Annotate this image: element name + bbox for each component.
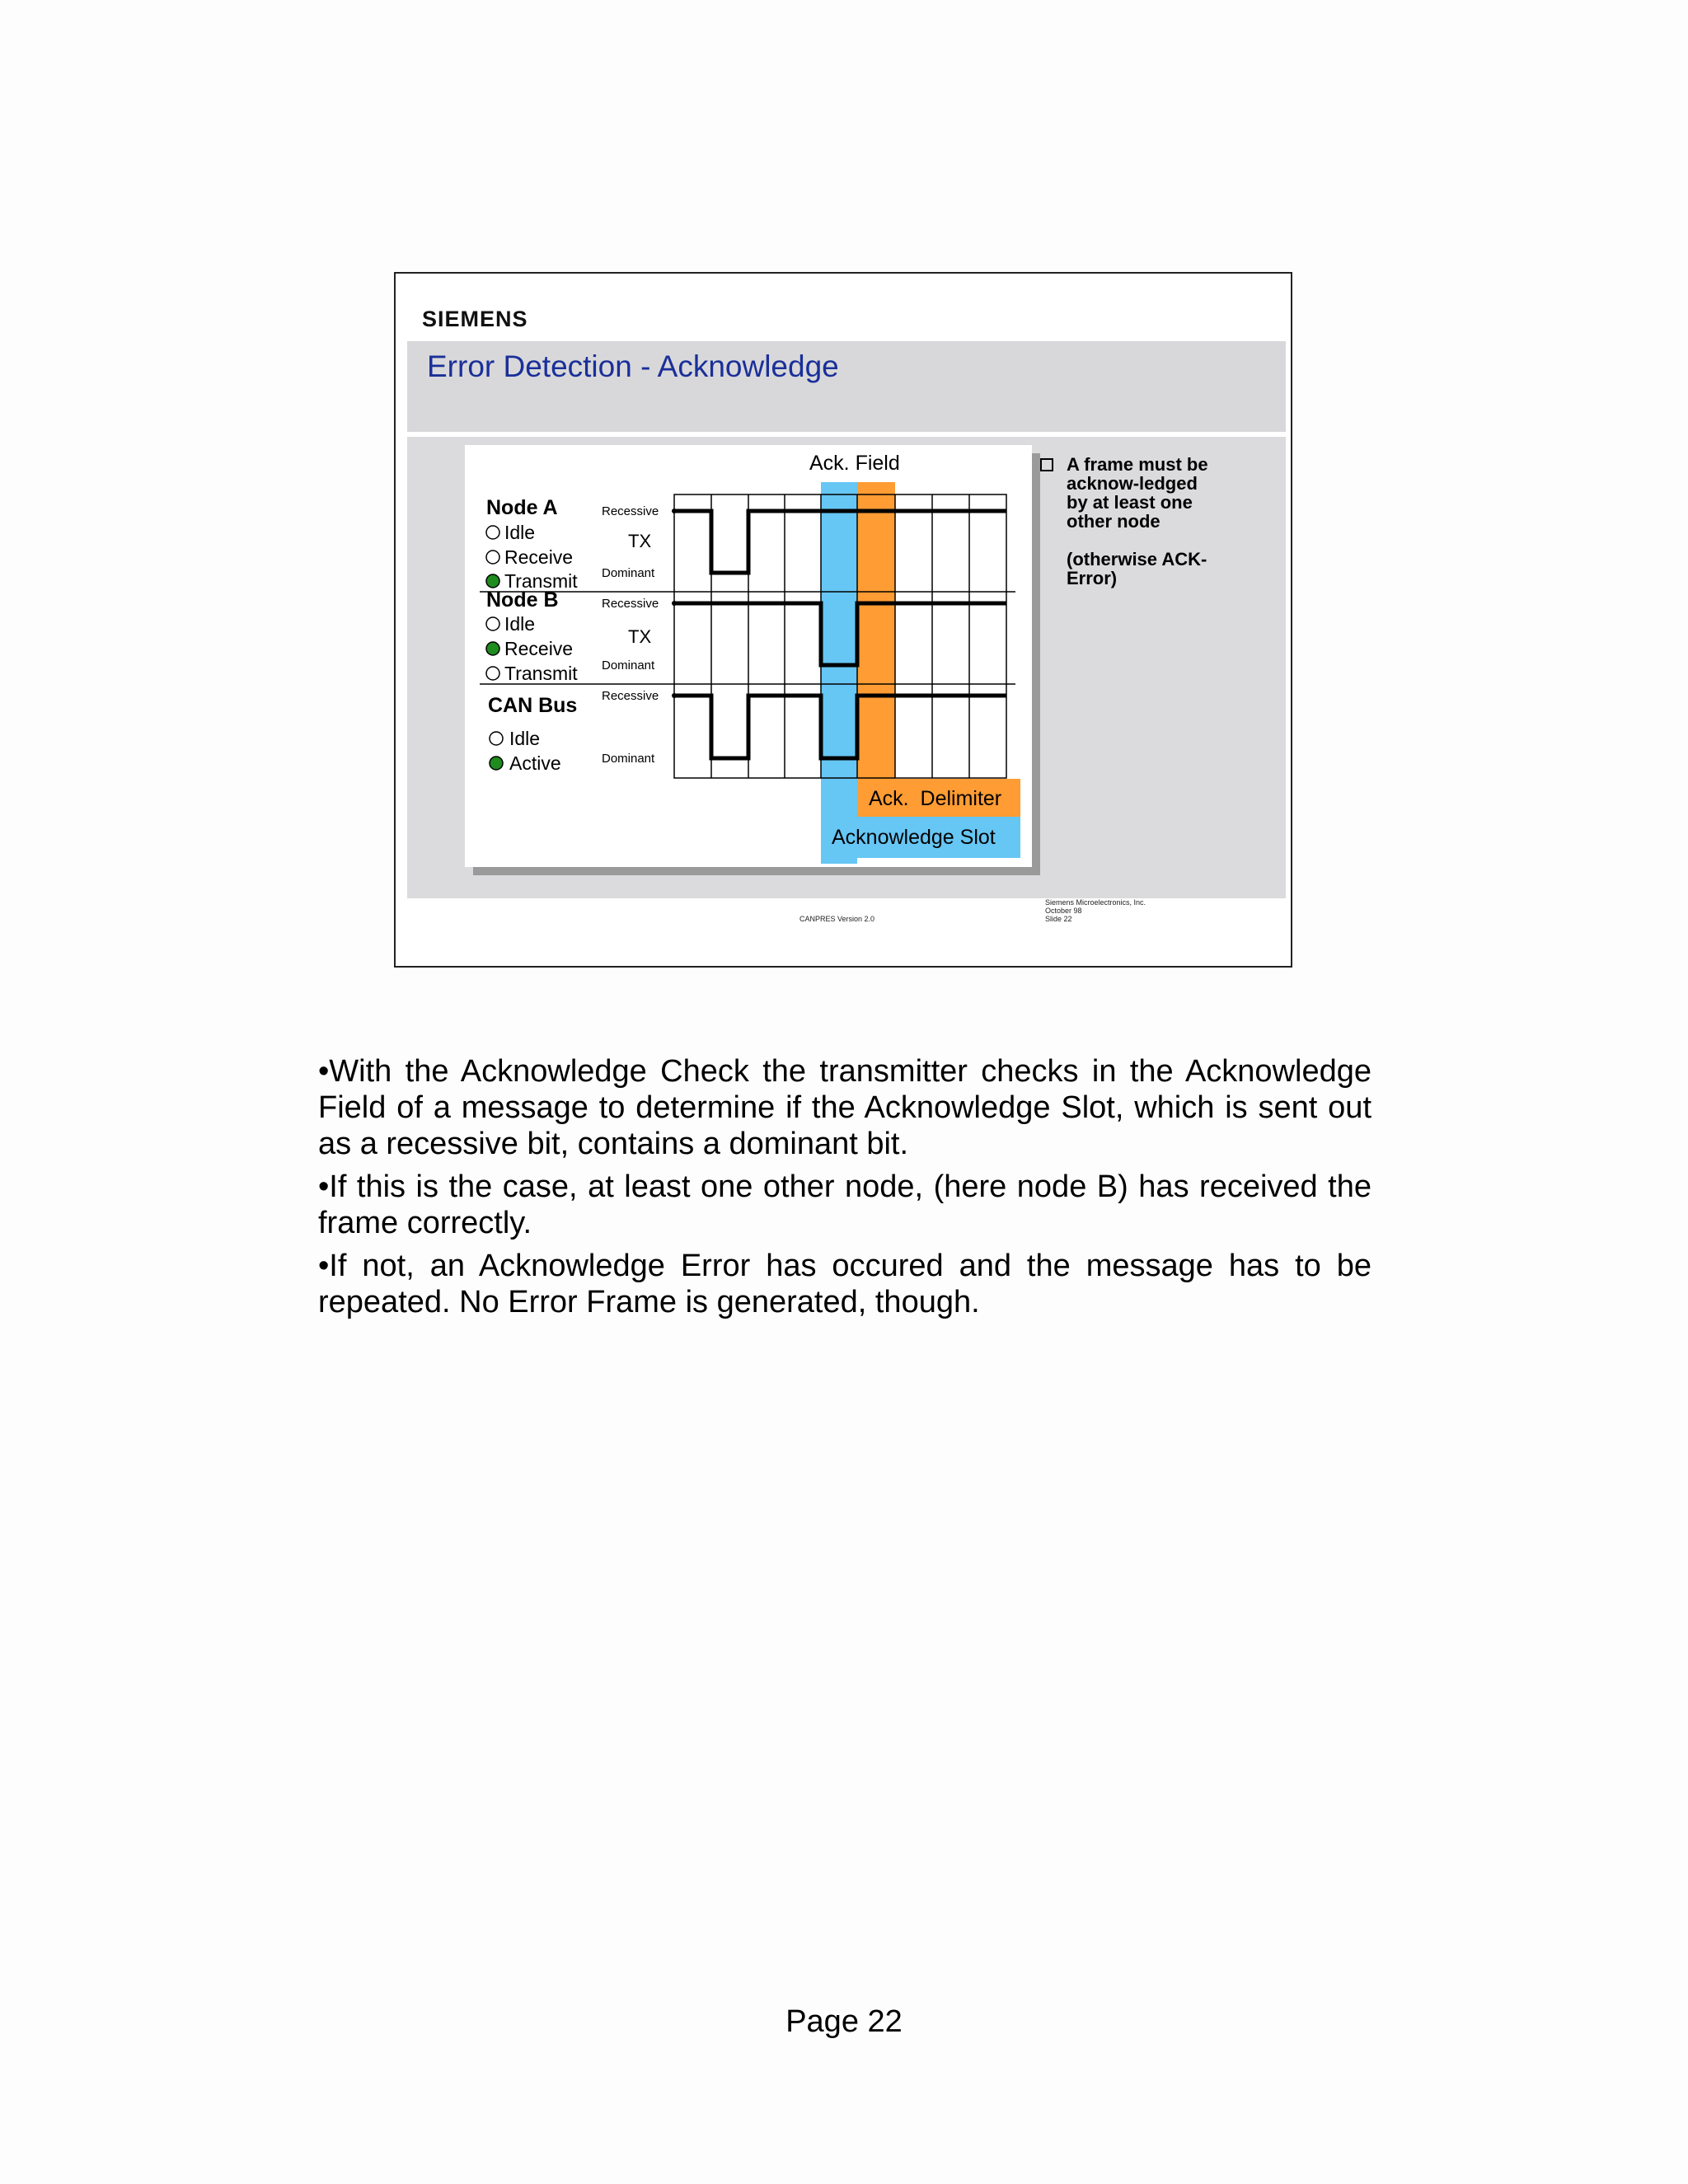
- node-b-idle-radio: [486, 617, 499, 630]
- side-note-line-2: (otherwise ACK-Error): [1067, 549, 1207, 588]
- title-band: [407, 341, 1286, 432]
- node-a-tx-label: TX: [628, 531, 652, 551]
- slide-footer-slide-number: Slide 22: [1045, 915, 1072, 923]
- can-bus-active-label: Active: [509, 752, 561, 774]
- node-a-transmit-radio: [486, 574, 499, 588]
- can-bus-name: CAN Bus: [488, 694, 578, 717]
- checkbox-bullet-icon: [1040, 458, 1053, 471]
- content-band: [407, 437, 1286, 898]
- slide: [394, 272, 1292, 968]
- ack-slot-column: [821, 482, 857, 864]
- slide-footer-info: [1045, 898, 1146, 923]
- node-b-transmit-label: Transmit: [504, 663, 578, 684]
- slide-footer-version: CANPRES Version 2.0: [799, 915, 875, 923]
- node-b-idle-label: Idle: [504, 613, 536, 635]
- ack-delimiter-label: Ack. Delimiter: [869, 787, 1002, 810]
- ack-slot-label: Acknowledge Slot: [832, 826, 996, 849]
- slide-footer-date: October 98: [1045, 907, 1082, 915]
- body-paragraph-1: •With the Acknowledge Check the transmitter checks in the Acknowledge Field of a message to determine if the Acknowledge Slot, which is sent out as a recessive bit, contains a dominant bit.: [318, 1054, 1372, 1161]
- page-number: Page 22: [785, 2004, 903, 2039]
- node-a-receive-radio: [486, 551, 499, 564]
- node-b-tx-label: TX: [628, 626, 652, 647]
- timing-diagram-svg: [465, 445, 1032, 867]
- node-b-receive-label: Receive: [504, 638, 574, 659]
- node-a-dominant-label: Dominant: [602, 566, 655, 580]
- node-b-name: Node B: [486, 588, 559, 612]
- can-bus-recessive-label: Recessive: [602, 689, 659, 703]
- can-bus-dominant-label: Dominant: [602, 752, 655, 766]
- side-note-text: [1067, 455, 1215, 588]
- body-paragraph-2: •If this is the case, at least one other node, (here node B) has received the frame correctly.: [318, 1169, 1372, 1240]
- timing-diagram: [465, 445, 1032, 867]
- body-paragraph-3: •If not, an Acknowledge Error has occured and the message has to be repeated. No Error Frame is generated, though.: [318, 1249, 1372, 1319]
- slide-title: Error Detection - Acknowledge: [427, 349, 839, 383]
- node-a-name: Node A: [486, 496, 558, 519]
- node-b-recessive-label: Recessive: [602, 597, 659, 611]
- ack-field-label: Ack. Field: [809, 452, 900, 475]
- can-bus-active-radio: [490, 757, 503, 770]
- slide-footer-company: Siemens Microelectronics, Inc.: [1045, 898, 1146, 907]
- can-bus-idle-radio: [490, 732, 503, 745]
- node-a-transmit-label: Transmit: [504, 570, 578, 592]
- node-a-idle-radio: [486, 526, 499, 539]
- node-b-dominant-label: Dominant: [602, 658, 655, 673]
- node-a-recessive-label: Recessive: [602, 504, 659, 518]
- ack-delimiter-column: [857, 482, 895, 816]
- side-note-line-1: A frame must be acknow-ledged by at least one other node: [1067, 454, 1208, 532]
- node-b-receive-radio: [486, 642, 499, 655]
- node-a-idle-label: Idle: [504, 522, 536, 543]
- node-b-transmit-radio: [486, 667, 499, 680]
- node-a-receive-label: Receive: [504, 546, 574, 568]
- siemens-logo: SIEMENS: [422, 307, 528, 331]
- can-bus-idle-label: Idle: [509, 728, 541, 749]
- body-text: [318, 1053, 1372, 1327]
